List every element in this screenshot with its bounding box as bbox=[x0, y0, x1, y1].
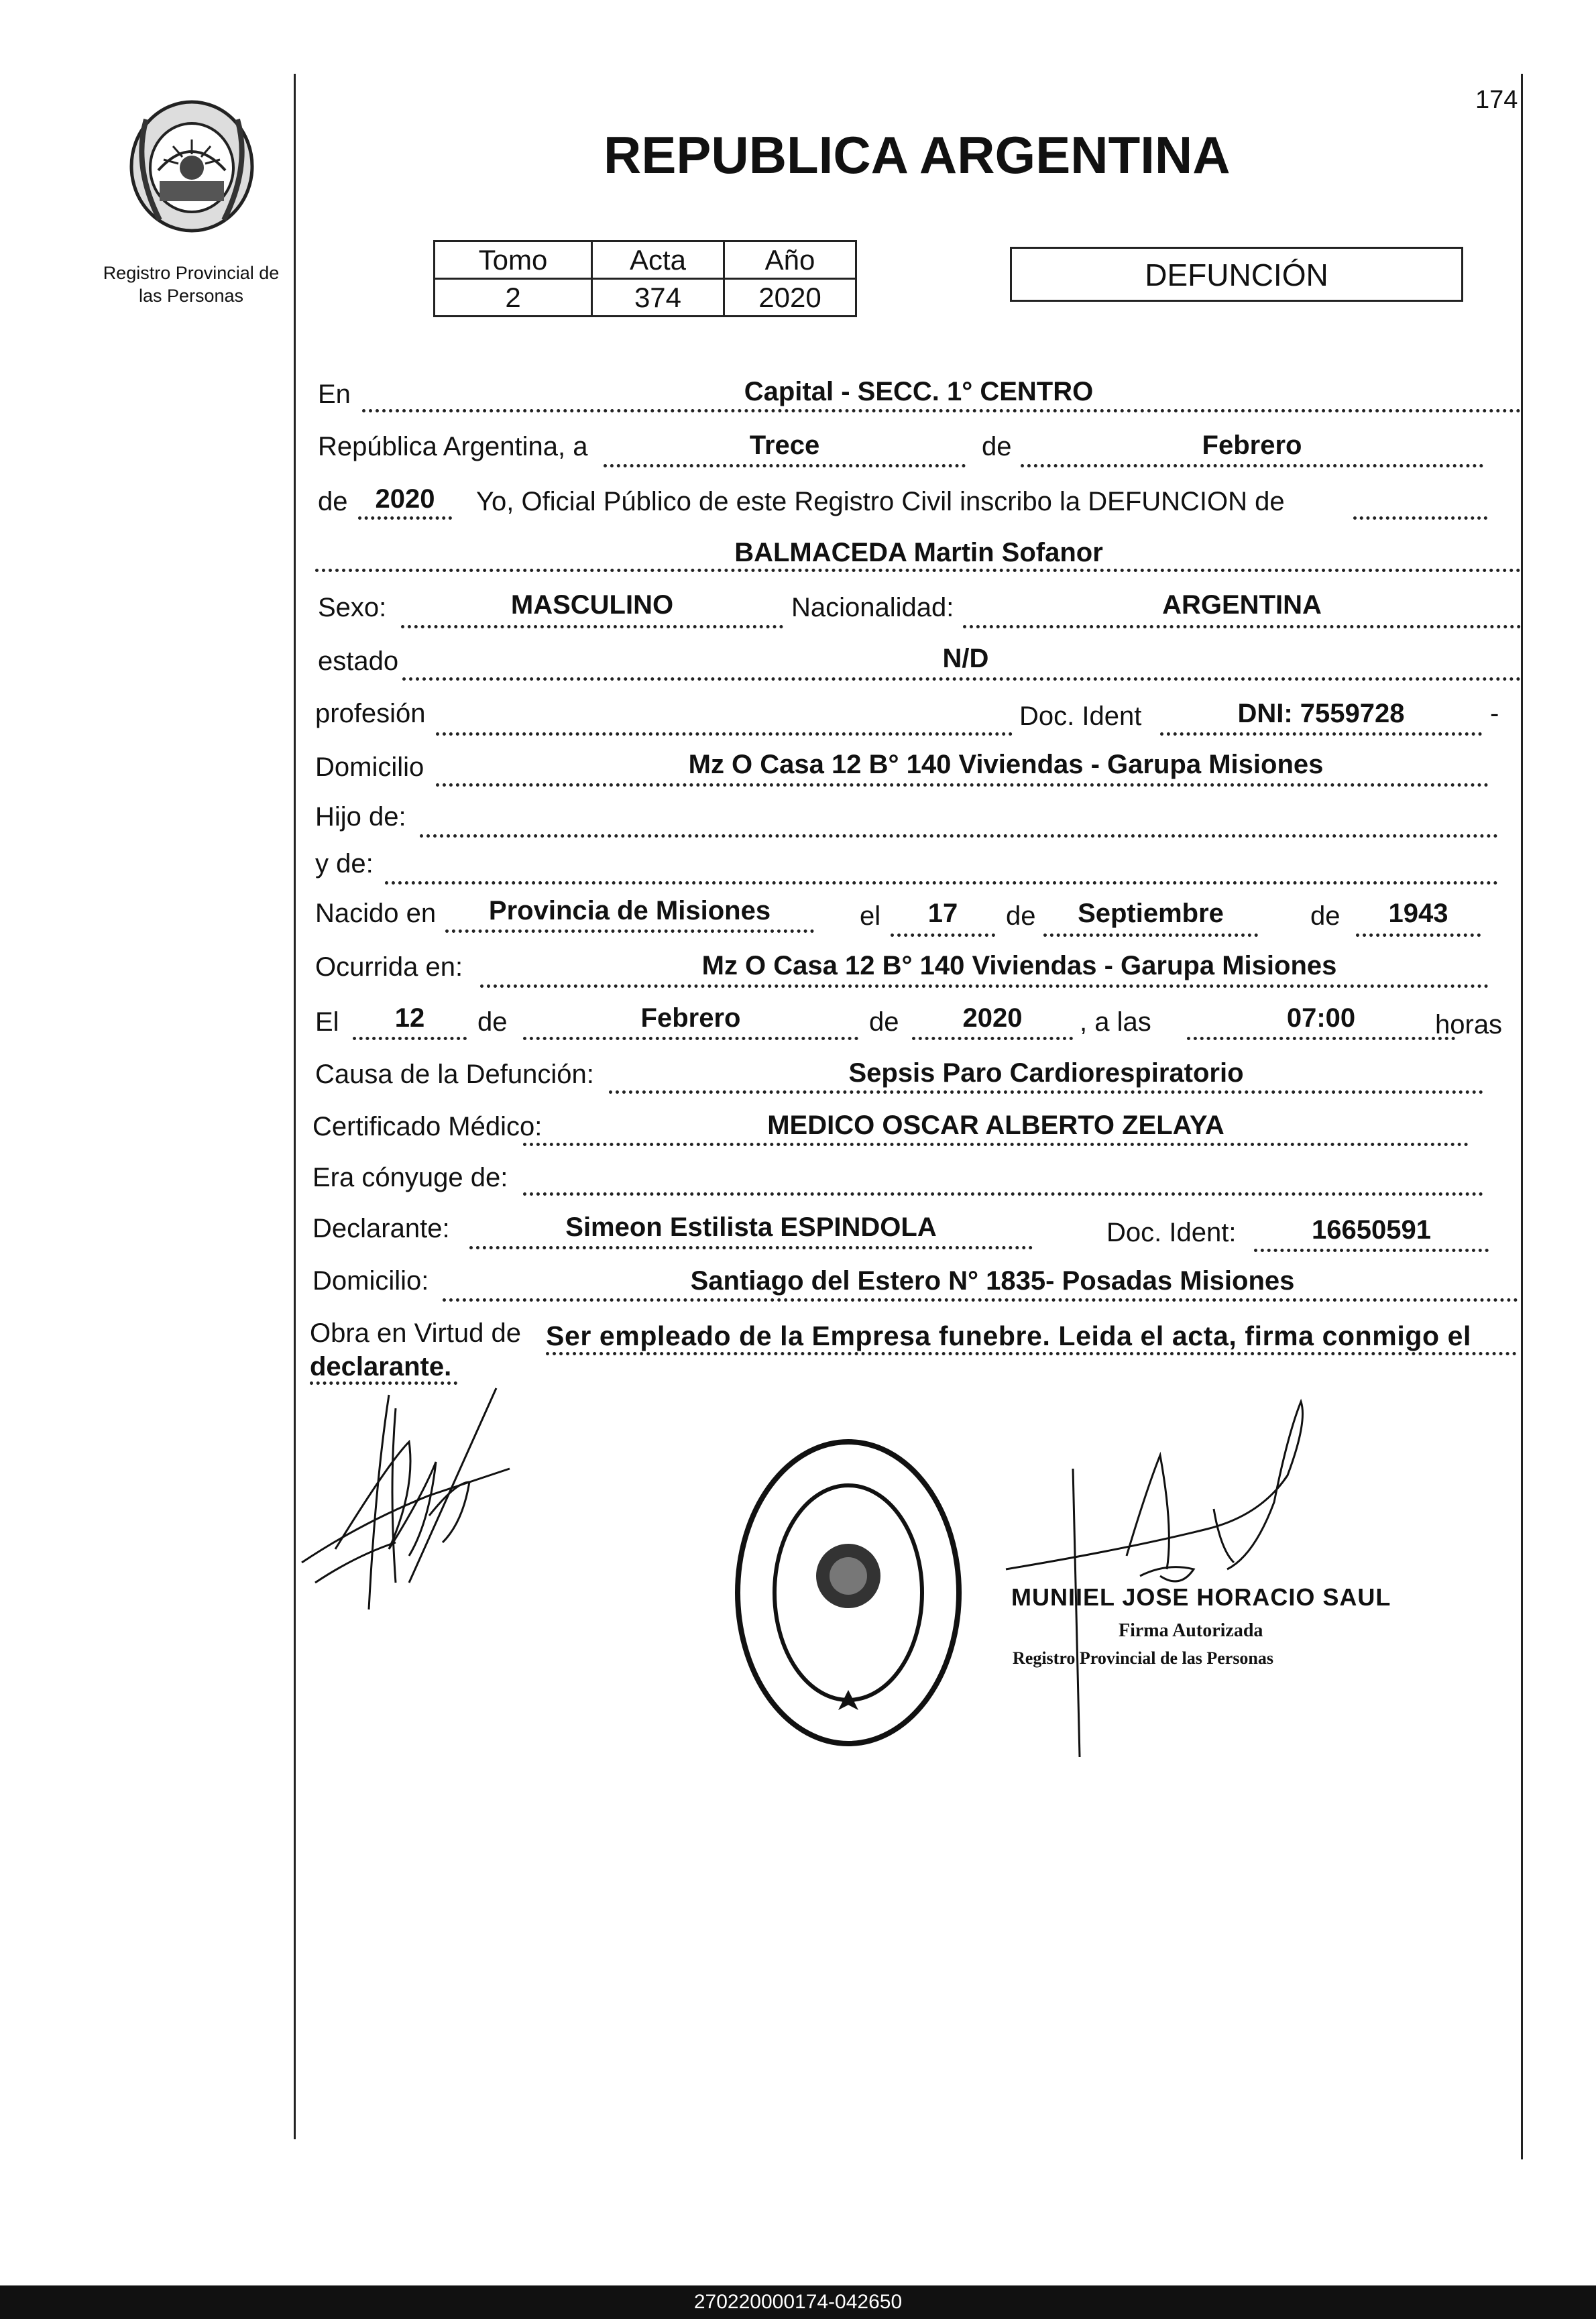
conyuge-line bbox=[523, 1192, 1483, 1196]
inscribo-line bbox=[1353, 516, 1487, 520]
year-value: 2020 bbox=[375, 484, 435, 514]
death-time: 07:00 bbox=[1286, 1003, 1356, 1033]
record-value-row bbox=[435, 279, 856, 317]
declarant-signature bbox=[295, 1381, 523, 1623]
de-label-4: de bbox=[1310, 901, 1341, 931]
anio-value: 2020 bbox=[724, 279, 856, 317]
hijo-line bbox=[420, 834, 1498, 838]
domicilio-label: Domicilio bbox=[315, 752, 424, 782]
document-type-box bbox=[1010, 247, 1463, 302]
de-label-2: de bbox=[318, 487, 348, 516]
nacido-line bbox=[445, 929, 814, 933]
declarante-doc-label: Doc. Ident: bbox=[1106, 1218, 1237, 1247]
profesion-label: profesión bbox=[315, 699, 426, 728]
official-office: Registro Provincial de las Personas bbox=[1013, 1648, 1274, 1668]
birth-year-line bbox=[1356, 934, 1481, 937]
de-label-5: de bbox=[477, 1007, 508, 1037]
record-header-row bbox=[435, 241, 856, 279]
de-label-3: de bbox=[1006, 901, 1036, 931]
nacido-value: Provincia de Misiones bbox=[488, 896, 771, 925]
official-role: Firma Autorizada bbox=[1119, 1620, 1263, 1641]
day-line bbox=[604, 464, 966, 467]
acta-label: Acta bbox=[592, 241, 724, 279]
sexo-label: Sexo: bbox=[318, 593, 387, 622]
place-value: Capital - SECC. 1° CENTRO bbox=[744, 377, 1094, 406]
de-label-6: de bbox=[869, 1007, 899, 1037]
doc-ident-dash: - bbox=[1490, 699, 1499, 728]
el-label-2: El bbox=[315, 1007, 339, 1037]
sexo-value: MASCULINO bbox=[510, 590, 674, 620]
causa-label: Causa de la Defunción: bbox=[315, 1060, 594, 1089]
declarante-value: Simeon Estilista ESPINDOLA bbox=[565, 1212, 937, 1242]
el-label-1: el bbox=[860, 901, 881, 931]
anio-label: Año bbox=[724, 241, 856, 279]
declarante-domicilio-label: Domicilio: bbox=[312, 1266, 429, 1296]
yde-line bbox=[385, 881, 1498, 885]
estado-value: N/D bbox=[942, 644, 989, 673]
page-title: REPUBLICA ARGENTINA bbox=[604, 125, 1231, 184]
death-day-line bbox=[353, 1037, 467, 1040]
alas-label: , a las bbox=[1080, 1007, 1151, 1037]
ocurrida-value: Mz O Casa 12 B° 140 Viviendas - Garupa Misiones bbox=[701, 951, 1337, 980]
estado-label: estado bbox=[318, 646, 399, 676]
delegation-stamp-icon bbox=[731, 1435, 966, 1750]
declarante-line bbox=[469, 1246, 1033, 1249]
declarante-domicilio-line bbox=[443, 1298, 1518, 1302]
official-name: MUNIIEL JOSE HORACIO SAUL bbox=[1011, 1583, 1391, 1611]
causa-line bbox=[609, 1090, 1483, 1094]
footer-code: 270220000174-042650 bbox=[0, 2285, 1596, 2319]
day-value: Trece bbox=[749, 431, 820, 460]
causa-value: Sepsis Paro Cardiorespiratorio bbox=[848, 1058, 1244, 1088]
birth-day-line bbox=[891, 934, 995, 937]
month-line bbox=[1021, 464, 1483, 467]
death-day: 12 bbox=[394, 1003, 425, 1033]
obra-line bbox=[546, 1352, 1517, 1355]
estado-line bbox=[402, 677, 1521, 681]
obra-value-line2: declarante. bbox=[310, 1352, 452, 1381]
nacionalidad-value: ARGENTINA bbox=[1162, 590, 1322, 620]
certificado-value: MEDICO OSCAR ALBERTO ZELAYA bbox=[767, 1111, 1224, 1140]
doc-ident-label: Doc. Ident bbox=[1019, 701, 1142, 731]
declarante-doc-line bbox=[1254, 1249, 1489, 1252]
en-line bbox=[362, 409, 1521, 412]
republica-label: República Argentina, a bbox=[318, 432, 588, 461]
domicilio-value: Mz O Casa 12 B° 140 Viviendas - Garupa Misiones bbox=[688, 750, 1324, 779]
birth-month: Septiembre bbox=[1078, 899, 1224, 928]
declarante-label: Declarante: bbox=[312, 1214, 450, 1243]
death-month-line bbox=[523, 1037, 858, 1040]
deceased-name: BALMACEDA Martin Sofanor bbox=[734, 538, 1103, 567]
left-margin-line bbox=[294, 74, 296, 2139]
domicilio-line bbox=[436, 783, 1489, 787]
death-time-line bbox=[1187, 1037, 1455, 1040]
sexo-line bbox=[401, 625, 783, 628]
record-table bbox=[433, 240, 857, 317]
en-label: En bbox=[318, 380, 351, 409]
certificado-line bbox=[523, 1143, 1469, 1146]
acta-value: 374 bbox=[592, 279, 724, 317]
province-seal-icon bbox=[119, 93, 264, 240]
declarant-signature-icon bbox=[295, 1381, 523, 1623]
profesion-line bbox=[436, 732, 1013, 736]
obra-value-line1: Ser empleado de la Empresa funebre. Leida el acta, firma conmigo el bbox=[546, 1320, 1471, 1351]
tomo-value: 2 bbox=[435, 279, 592, 317]
right-margin-line bbox=[1521, 74, 1523, 2159]
death-year: 2020 bbox=[962, 1003, 1023, 1033]
declarante-domicilio-value: Santiago del Estero N° 1835- Posadas Misiones bbox=[690, 1266, 1295, 1296]
nacido-label: Nacido en bbox=[315, 899, 437, 928]
declarante-doc-value: 16650591 bbox=[1312, 1215, 1431, 1245]
document-type: DEFUNCIÓN bbox=[1145, 258, 1328, 292]
birth-month-line bbox=[1043, 934, 1258, 937]
hijo-label: Hijo de: bbox=[315, 802, 406, 832]
nacionalidad-line bbox=[963, 625, 1521, 628]
page-number: 174 bbox=[1475, 86, 1518, 114]
de-label-1: de bbox=[982, 432, 1012, 461]
inscribo-text: Yo, Oficial Público de este Registro Civil inscribo la DEFUNCION de bbox=[476, 487, 1285, 516]
birth-year: 1943 bbox=[1388, 899, 1448, 928]
death-year-line bbox=[912, 1037, 1073, 1040]
name-line bbox=[315, 569, 1521, 572]
horas-label: horas bbox=[1435, 1010, 1503, 1039]
month-value: Febrero bbox=[1202, 431, 1302, 460]
official-signature-icon bbox=[992, 1395, 1341, 1770]
registry-name-line2: las Personas bbox=[138, 286, 244, 306]
nacionalidad-label: Nacionalidad: bbox=[791, 593, 954, 622]
tomo-label: Tomo bbox=[435, 241, 592, 279]
birth-day: 17 bbox=[927, 899, 958, 928]
obra-label: Obra en Virtud de bbox=[310, 1318, 522, 1348]
doc-ident-line bbox=[1160, 732, 1482, 736]
doc-ident-value: DNI: 7559728 bbox=[1237, 699, 1405, 728]
official-signature bbox=[992, 1395, 1341, 1770]
death-month: Febrero bbox=[640, 1003, 741, 1033]
province-seal bbox=[119, 93, 264, 240]
ocurrida-line bbox=[480, 984, 1489, 988]
year-line bbox=[358, 516, 452, 520]
delegation-stamp bbox=[731, 1435, 966, 1750]
certificado-label: Certificado Médico: bbox=[312, 1112, 543, 1141]
yde-label: y de: bbox=[315, 849, 374, 879]
conyuge-label: Era cónyuge de: bbox=[312, 1163, 508, 1192]
ocurrida-label: Ocurrida en: bbox=[315, 952, 463, 982]
registry-name-line1: Registro Provincial de bbox=[103, 263, 280, 283]
